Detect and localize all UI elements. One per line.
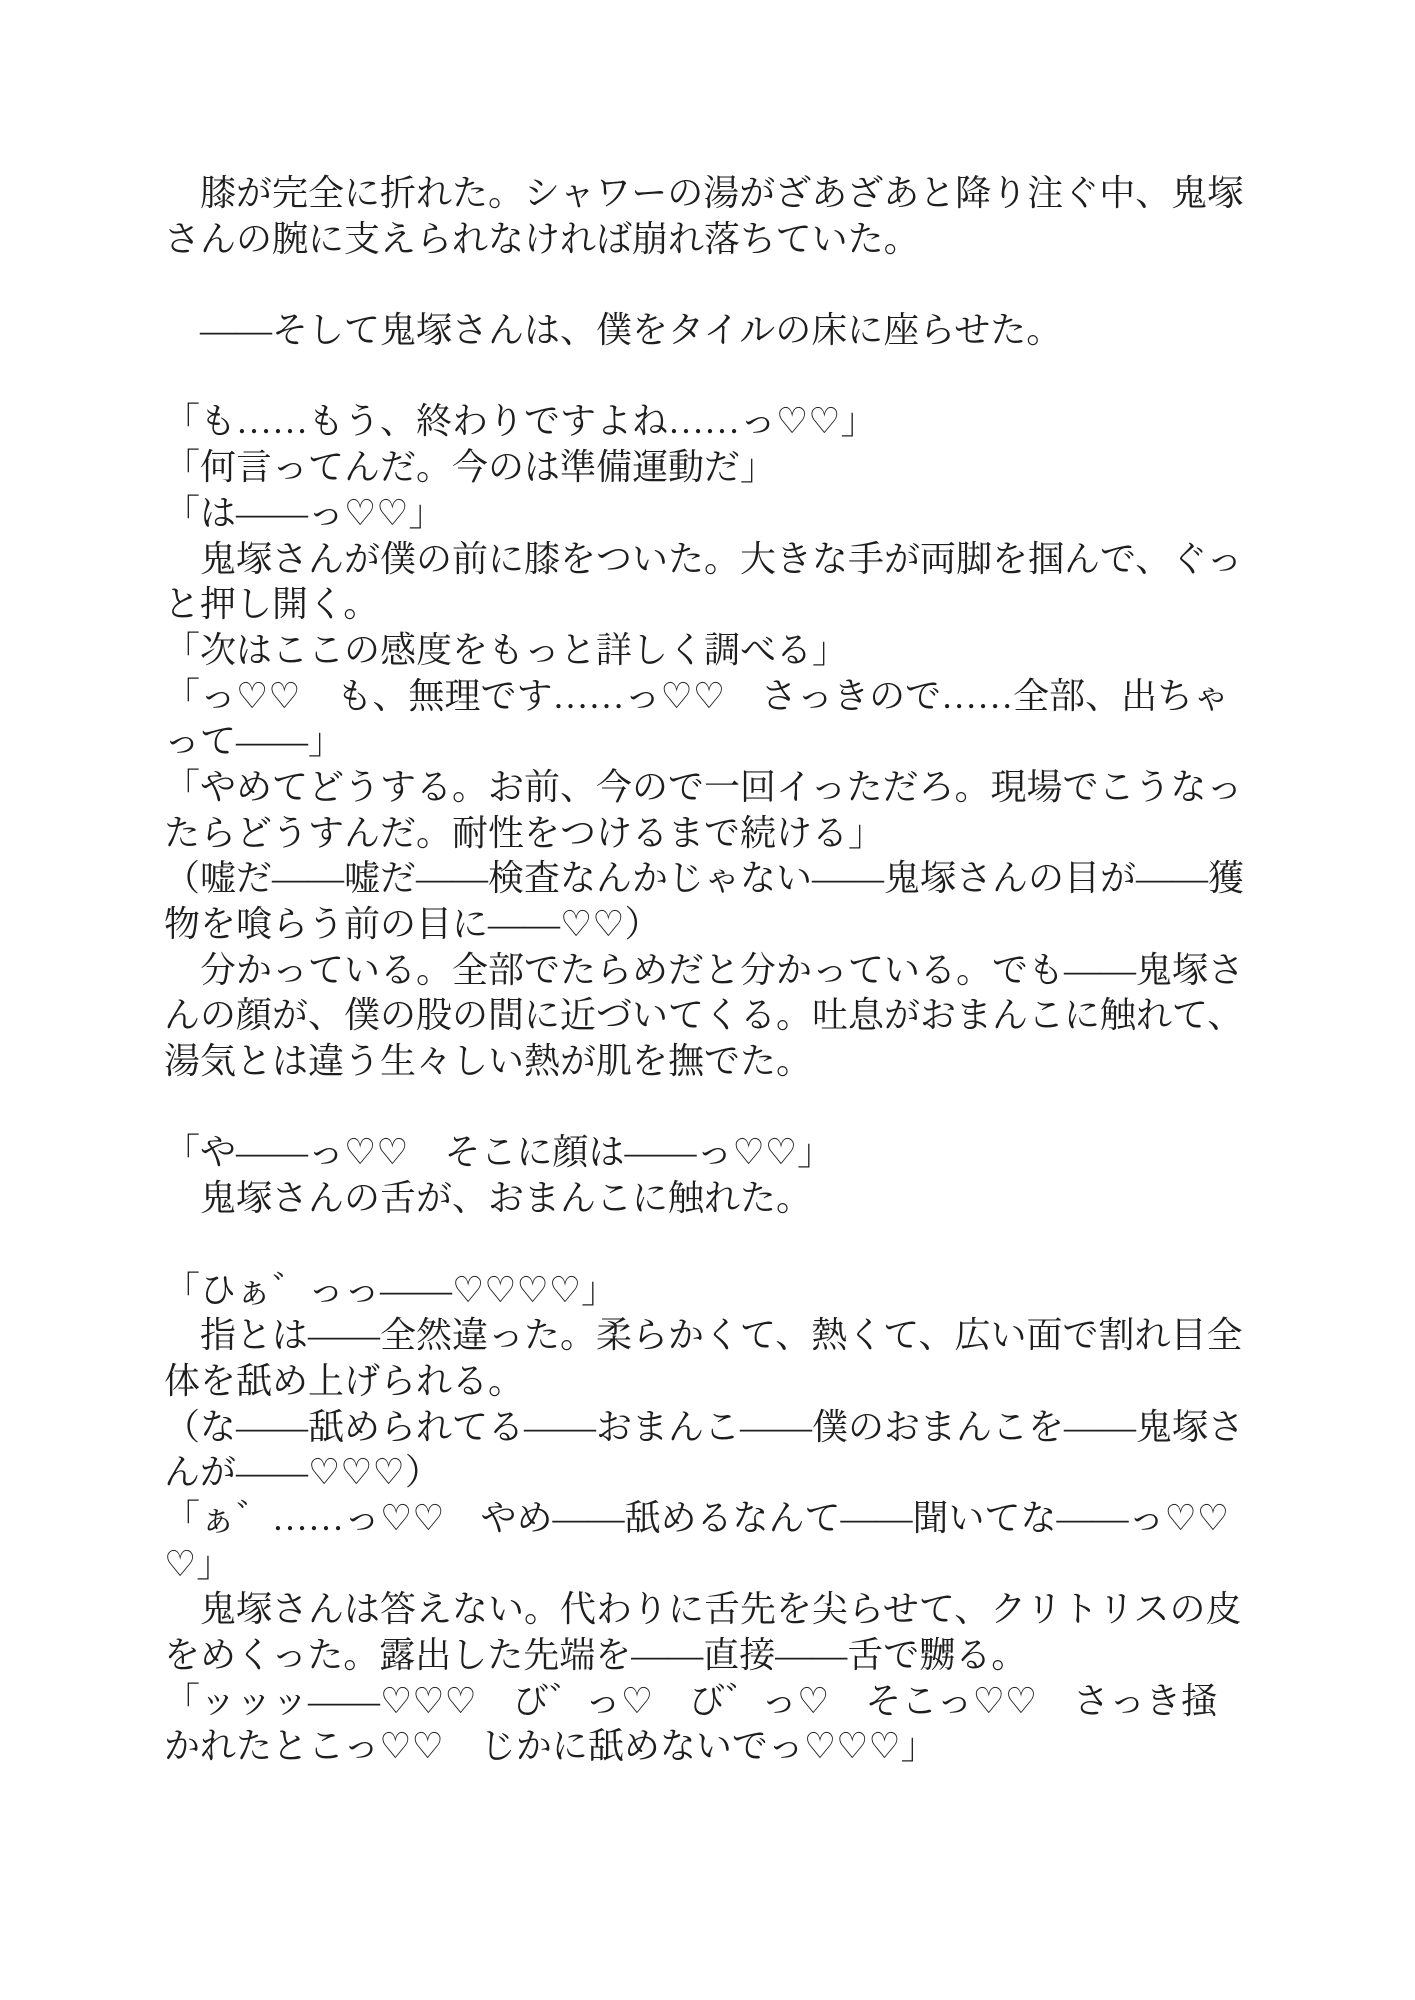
text-line: 「やめてどうする。お前、今ので一回イっただろ。現場でこうなっ xyxy=(164,766,1243,807)
text-line: かれたとこっ♡♡ じかに舐めないでっ♡♡♡」 xyxy=(164,1726,937,1767)
text-line: （嘘だ——嘘だ——検査なんかじゃない——鬼塚さんの目が——獲 xyxy=(164,858,1245,899)
text-line: 「っ♡♡ も、無理です……っ♡♡ さっきので……全部、出ちゃ xyxy=(164,675,1230,716)
text-line: 指とは——全然違った。柔らかくて、熱くて、広い面で割れ目全 xyxy=(164,1315,1243,1356)
blank-line xyxy=(164,354,1256,400)
blank-line xyxy=(164,1085,1256,1131)
text-line: 鬼塚さんが僕の前に膝をついた。大きな手が両脚を掴んで、ぐっ xyxy=(164,538,1243,579)
text-line: さんの腕に支えられなければ崩れ落ちていた。 xyxy=(164,218,920,259)
text-line: 「も……もう、終わりですよね……っ♡♡」 xyxy=(164,401,877,442)
text-line: 鬼塚さんは答えない。代わりに舌先を尖らせて、クリトリスの皮 xyxy=(164,1589,1242,1630)
body-text xyxy=(164,171,1256,1770)
blank-line xyxy=(164,262,1256,308)
text-line: 「何言ってんだ。今のは準備運動だ」 xyxy=(164,447,777,488)
text-line: をめくった。露出した先端を——直接——舌で嬲る。 xyxy=(164,1635,1028,1675)
text-line: 「は——っ♡♡」 xyxy=(164,492,445,533)
text-line: んが——♡♡♡） xyxy=(164,1452,441,1493)
text-line: と押し開く。 xyxy=(164,584,380,625)
text-line: たらどうすんだ。耐性をつけるまで続ける」 xyxy=(164,812,885,853)
text-line: んの顔が、僕の股の間に近づいてくる。吐息がおまんこに触れて、 xyxy=(164,995,1244,1036)
text-line: 分かっている。全部でたらめだと分かっている。でも——鬼塚さ xyxy=(164,949,1245,990)
text-line: 鬼塚さんの舌が、おまんこに触れた。 xyxy=(164,1178,813,1219)
text-line: 膝が完全に折れた。シャワーの湯がざあざあと降り注ぐ中、鬼塚 xyxy=(164,173,1244,213)
text-line: 「ッッッ——♡♡♡ び゛っ♡ び゛っ♡ そこっ♡♡ さっき掻 xyxy=(164,1680,1218,1721)
text-line: 体を舐め上げられる。 xyxy=(164,1360,525,1401)
text-line: 「次はここの感度をもっと詳しく調べる」 xyxy=(164,629,849,670)
blank-line xyxy=(164,1222,1256,1268)
text-line: って——」 xyxy=(164,721,345,762)
text-line: （な——舐められてる——おまんこ——僕のおまんこを——鬼塚さ xyxy=(164,1406,1245,1447)
text-line: 「や——っ♡♡ そこに顔は——っ♡♡」 xyxy=(164,1132,834,1173)
text-line: ——そして鬼塚さんは、僕をタイルの床に座らせた。 xyxy=(164,310,1063,351)
text-line: 物を喰らう前の目に——♡♡） xyxy=(164,904,661,944)
text-line: 「ぁ゛……っ♡♡ やめ——舐めるなんて——聞いてな——っ♡♡ xyxy=(164,1497,1230,1538)
text-line: 湯気とは違う生々しい熱が肌を撫でた。 xyxy=(164,1041,813,1082)
text-line: ♡」 xyxy=(164,1543,233,1584)
text-line: 「ひぁ゛っっ——♡♡♡♡」 xyxy=(164,1269,618,1310)
